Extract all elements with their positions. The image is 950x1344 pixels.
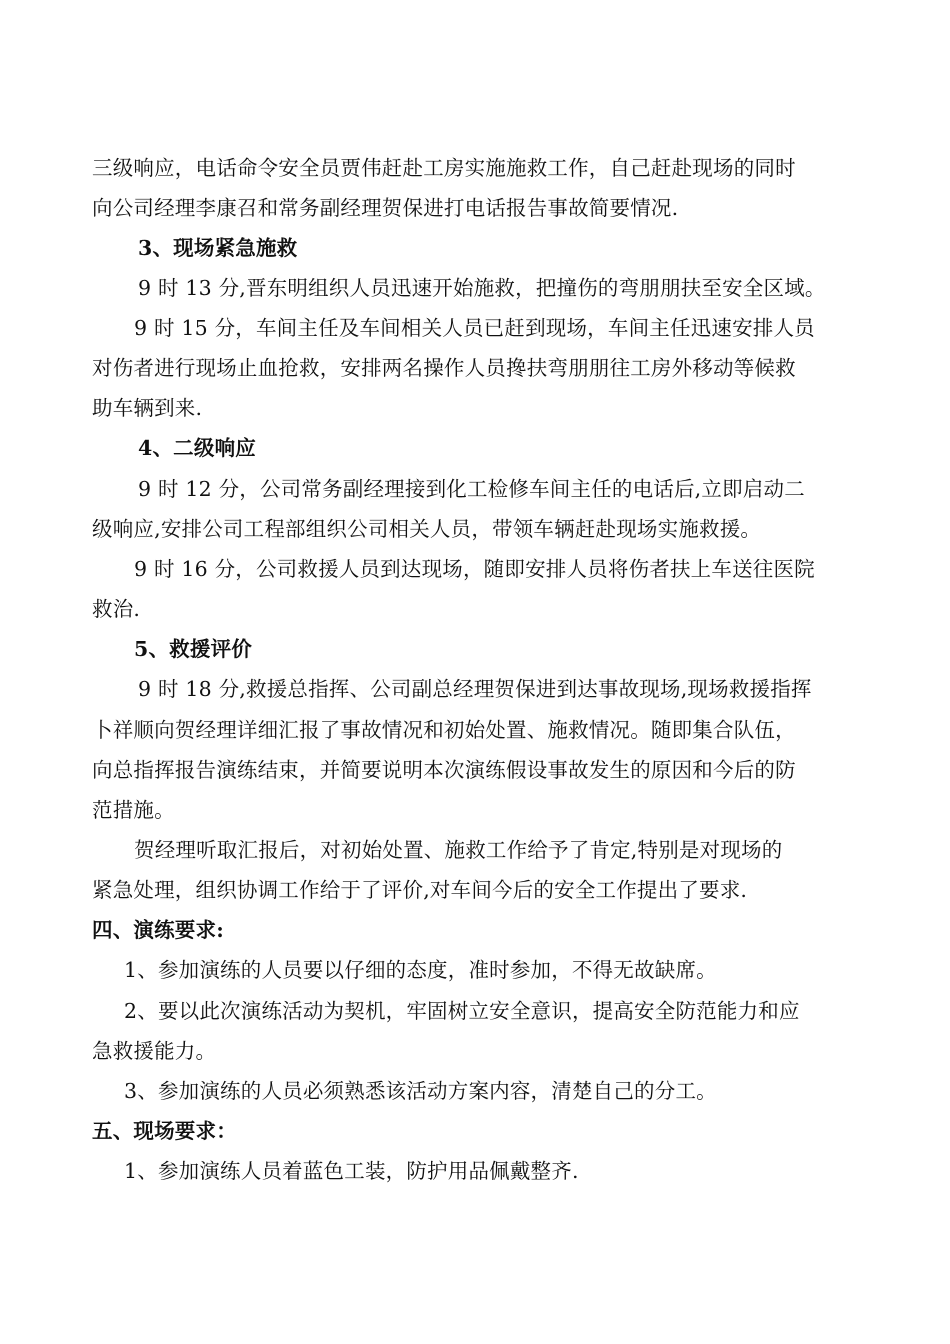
section-heading-5: 5、救援评价	[134, 637, 252, 661]
body-text-line: 向总指挥报告演练结束，并简要说明本次演练假设事故发生的原因和今后的防	[92, 758, 796, 782]
body-text-line: 9 时 16 分，公司救援人员到达现场，随即安排人员将伤者扶上车送往医院	[134, 557, 815, 581]
body-text-line: 三级响应，电话命令安全员贾伟赶赴工房实施施救工作，自己赶赴现场的同时	[92, 156, 796, 180]
body-text-line: 9 时 13 分,晋东明组织人员迅速开始施救，把撞伤的弯朋朋扶至安全区域。	[138, 276, 826, 300]
body-text-line: 9 时 15 分，车间主任及车间相关人员已赶到现场，车间主任迅速安排人员	[134, 316, 815, 340]
body-text-line: 对伤者进行现场止血抢救，安排两名操作人员搀扶弯朋朋往工房外移动等候救	[92, 356, 796, 380]
list-item: 3、参加演练的人员必须熟悉该活动方案内容，清楚自己的分工。	[124, 1079, 717, 1103]
list-item: 2、要以此次演练活动为契机，牢固树立安全意识，提高安全防范能力和应	[124, 999, 800, 1023]
section-heading-five: 五、现场要求：	[92, 1119, 237, 1143]
list-item-continuation: 急救援能力。	[92, 1039, 217, 1063]
body-text-line: 范措施。	[92, 798, 175, 822]
section-heading-3: 3、现场紧急施救	[138, 236, 298, 260]
body-text-line: 贺经理听取汇报后，对初始处置、施救工作给予了肯定,特别是对现场的	[134, 838, 783, 862]
body-text-line: 向公司经理李康召和常务副经理贺保进打电话报告事故简要情况.	[92, 196, 679, 220]
list-item: 1、参加演练的人员要以仔细的态度，准时参加，不得无故缺席。	[124, 958, 717, 982]
body-text-line: 助车辆到来.	[92, 396, 203, 420]
body-text-line: 救治.	[92, 597, 141, 621]
list-item: 1、参加演练人员着蓝色工装，防护用品佩戴整齐.	[124, 1159, 579, 1183]
body-text-line: 卜祥顺向贺经理详细汇报了事故情况和初始处置、施救情况。随即集合队伍，	[92, 718, 796, 742]
section-heading-4: 4、二级响应	[138, 436, 256, 460]
body-text-line: 紧急处理，组织协调工作给于了评价,对车间今后的安全工作提出了要求.	[92, 878, 748, 902]
body-text-line: 9 时 18 分,救援总指挥、公司副总经理贺保进到达事故现场,现场救援指挥	[138, 677, 812, 701]
body-text-line: 级响应,安排公司工程部组织公司相关人员，带领车辆赶赴现场实施救援。	[92, 517, 762, 541]
section-heading-four: 四、演练要求:	[92, 918, 224, 942]
body-text-line: 9 时 12 分，公司常务副经理接到化工检修车间主任的电话后,立即启动二	[138, 477, 805, 501]
